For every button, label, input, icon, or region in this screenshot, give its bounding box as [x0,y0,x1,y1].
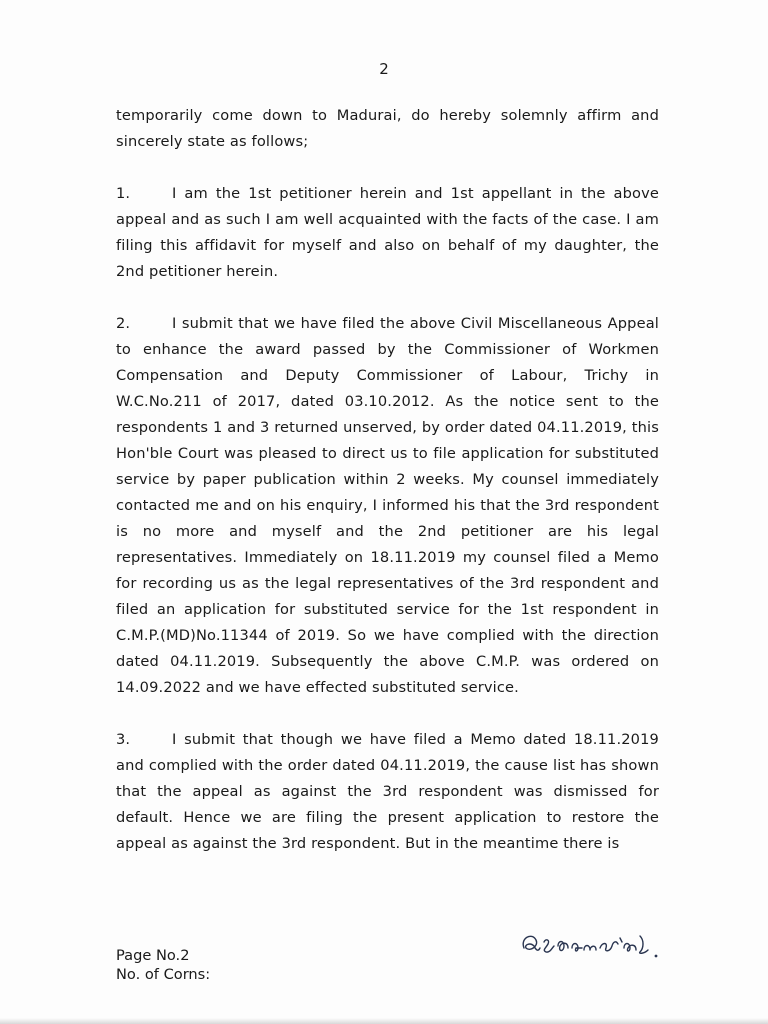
footer-page-no: Page No.2 [116,947,190,964]
paragraph-number: 1. [116,185,131,202]
footer-corns: No. of Corns: [116,966,211,983]
affidavit-body [116,103,659,883]
paragraph-text: I submit that we have filed the above Civil Miscellaneous Appeal to enhance the award passed by the Commissioner of Workmen Compensation and Deputy Commissioner of Labour, Trichy in W.C.No.211 of 2017, dated 03.10.2012. As the notice sent to the respondents 1 and 3 returned unserved, by order dated 04.11.2019, this Hon'ble Court was pleased to direct us to file application for substituted service by paper publication within 2 weeks. My counsel immediately contacted me and on his enquiry, I informed his that the 3rd respondent is no more and myself and the 2nd petitioner are his legal representatives. Immediately on 18.11.2019 my counsel filed a Memo for recording us as the legal representatives of the 3rd respondent and filed an application for substituted service for the 1st respondent in C.M.P.(MD)No.11344 of 2019. So we have complied with the direction dated 04.11.2019. Subsequently the above C.M.P. was ordered on 14.09.2022 and we have effected substituted service. [116,315,659,696]
paragraph-1 [116,181,659,285]
page-footer [116,946,210,984]
paragraph-number: 2. [116,315,131,332]
handwritten-signature [516,926,668,966]
paragraph-text: I am the 1st petitioner herein and 1st appellant in the above appeal and as such I am well acquainted with the facts of the case. I am filing this affidavit for myself and also on behalf of my daughter, the 2nd petitioner herein. [116,185,659,280]
paragraph-number: 3. [116,731,131,748]
scan-bottom-edge [0,1018,768,1024]
intro-paragraph: temporarily come down to Madurai, do hereby solemnly affirm and sincerely state as follows; [116,107,659,150]
paragraph-2 [116,311,659,701]
paragraph-3 [116,727,659,857]
page-number: 2 [379,60,389,78]
paragraph-text: I submit that though we have filed a Memo dated 18.11.2019 and complied with the order dated 04.11.2019, the cause list has shown that the appeal as against the 3rd respondent was dismissed for default. Hence we are filing the present application to restore the appeal as against the 3rd respondent. But in the meantime there is [116,731,659,852]
